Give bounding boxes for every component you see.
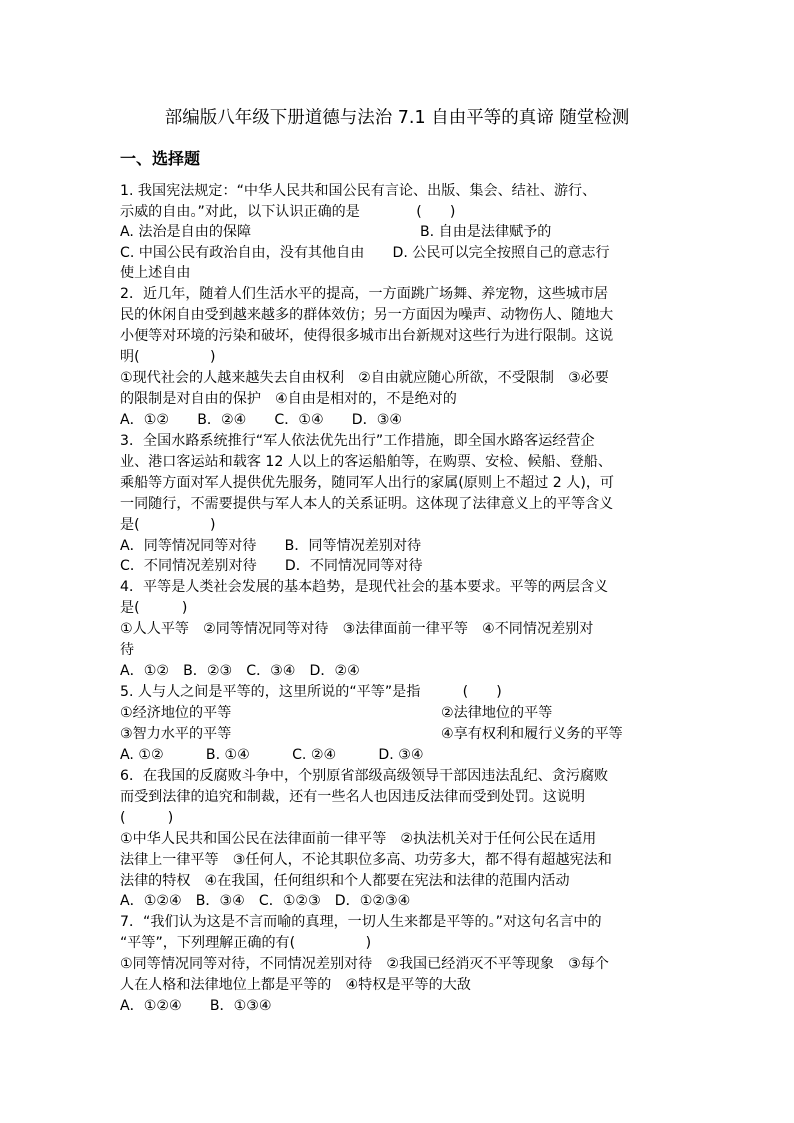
text-line: C. 中国公民有政治自由，没有其他自由 D. 公民可以完全按照自己的意志行 <box>120 245 610 261</box>
text-line: 业、港口客运站和载客 12 人以上的客运船舶等，在购票、安检、候船、登船、 <box>120 454 612 470</box>
text-line: 1. 我国宪法规定：“中华人民共和国公民有言论、出版、集会、结社、游行、 <box>120 183 597 199</box>
text-line: 民的休闲自由受到越来越多的群体效仿；另一方面因为噪声、动物伤人、随地大 <box>120 307 614 323</box>
text-line: A. ①② B. ①④ C. ②④ D. ③④ <box>120 747 424 763</box>
text-line: ③智力水平的平等 <box>120 726 232 742</box>
text-line: B. 自由是法律赋予的 <box>420 224 552 240</box>
text-line: 是( ) <box>120 517 216 533</box>
text-line: A．①② B．②③ C．③④ D．②④ <box>120 663 360 679</box>
text-line: 6．在我国的反腐败斗争中，个别原省部级高级领导干部因违法乱纪、贪污腐败 <box>120 768 609 784</box>
text-line: 是( ) <box>120 600 188 616</box>
document-title: 部编版八年级下册道德与法治 7.1 自由平等的真谛 随堂检测 <box>164 108 630 128</box>
text-line: 2．近几年，随着人们生活水平的提高，一方面跳广场舞、养宠物，这些城市居 <box>120 286 609 302</box>
text-line: 而受到法律的追究和制裁，还有一些名人也因违反法律而受到处罚。这说明 <box>120 789 586 805</box>
text-line: 一同随行，不需要提供与军人本人的关系证明。这体现了法律意义上的平等含义 <box>120 496 614 512</box>
text-line: 待 <box>120 642 135 658</box>
section-heading: 一、选择题 <box>120 149 201 168</box>
text-line: ①中华人民共和国公民在法律面前一律平等 ②执法机关对于任何公民在适用 <box>120 831 597 847</box>
text-line: A．①②④ B．③④ C．①②③ D．①②③④ <box>120 893 411 909</box>
text-line: A．①② B．②④ C．①④ D．③④ <box>120 412 403 428</box>
text-line: 7．“我们认为这是不言而喻的真理，一切人生来都是平等的。”对这句名言中的 <box>120 914 602 930</box>
text-line: “平等”，下列理解正确的有( ) <box>120 935 372 951</box>
text-line: 5. 人与人之间是平等的，这里所说的“平等”是指 ( ) <box>120 684 502 700</box>
text-line: ( ) <box>120 810 174 826</box>
text-line: 3．全国水路系统推行“军人依法优先出行”工作措施，即全国水路客运经营企 <box>120 433 595 449</box>
text-line: A. 法治是自由的保障 <box>120 224 252 240</box>
text-line: 小便等对环境的污染和破坏，使得很多城市出台新规对这些行为进行限制。这说 <box>120 328 614 344</box>
text-line: ④享有权利和履行义务的平等 <box>441 726 623 742</box>
text-line: A．同等情况同等对待 B．同等情况差别对待 <box>120 538 422 554</box>
text-line: ①经济地位的平等 <box>120 705 232 721</box>
text-line: 使上述自由 <box>120 265 191 281</box>
text-line: 的限制是对自由的保护 ④自由是相对的，不是绝对的 <box>120 391 457 407</box>
text-line: 乘船等方面对军人提供优先服务，随同军人出行的家属(原则上不超过 2 人)，可 <box>120 475 615 491</box>
text-line: 示威的自由。”对此，以下认识正确的是 ( ) <box>120 204 456 220</box>
text-line: 法律上一律平等 ③任何人，不论其职位多高、功劳多大，都不得有超越宪法和 <box>120 852 612 868</box>
text-line: ①同等情况同等对待，不同情况差别对待 ②我国已经消灭不平等现象 ③每个 <box>120 956 609 972</box>
text-line: ②法律地位的平等 <box>441 705 553 721</box>
text-line: ①现代社会的人越来越失去自由权利 ②自由就应随心所欲，不受限制 ③必要 <box>120 370 609 386</box>
text-line: 人在人格和法律地位上都是平等的 ④特权是平等的大敌 <box>120 977 471 993</box>
text-line: 4．平等是人类社会发展的基本趋势，是现代社会的基本要求。平等的两层含义 <box>120 579 609 595</box>
text-line: A．①②④ B．①③④ <box>120 998 272 1014</box>
text-line: ①人人平等 ②同等情况同等对待 ③法律面前一律平等 ④不同情况差别对 <box>120 621 594 637</box>
text-line: 明( ) <box>120 349 216 365</box>
text-line: 法律的特权 ④在我国，任何组织和个人都要在宪法和法律的范围内活动 <box>120 873 570 889</box>
text-line: C．不同情况差别对待 D．不同情况同等对待 <box>120 558 423 574</box>
